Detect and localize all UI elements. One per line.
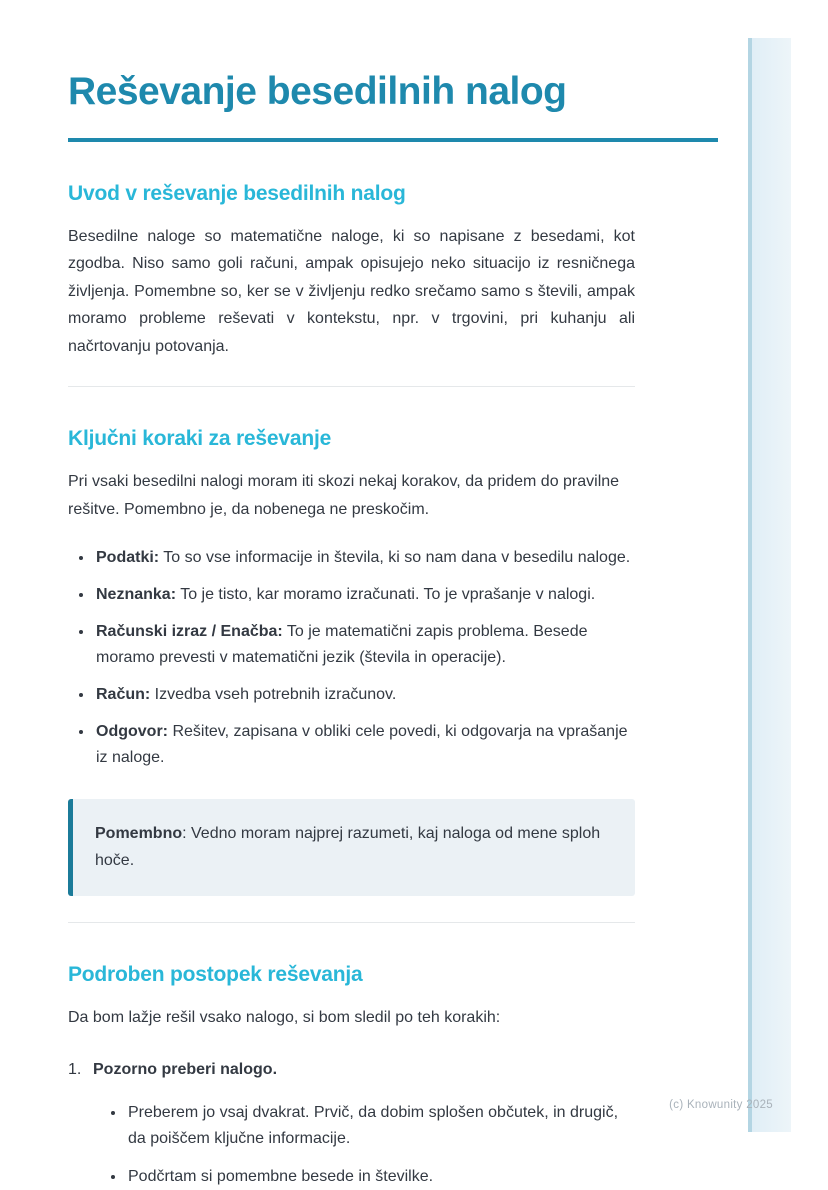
sub-list-item: • Preberem jo vsaj dvakrat. Prvič, da dobim splošen občutek, in drugič, da poiščem ključne informacije. (126, 1100, 635, 1152)
callout-term: Pomembno (95, 824, 183, 842)
numbered-step-marker: 1. (68, 1061, 82, 1079)
section-key-steps (68, 427, 635, 895)
page-title: Reševanje besedilnih nalog (68, 70, 567, 113)
list-item-neznanka (94, 582, 635, 608)
footer-copyright: (c) Knowunity 2025 (669, 1099, 773, 1111)
key-steps-paragraph: Pri vsaki besedilni nalogi moram iti skozi nekaj korakov, da pridem do pravilne rešitve. Pomembno je, da nobenega ne preskočim. (68, 473, 620, 518)
document-content (68, 0, 718, 1190)
section-intro (68, 182, 635, 361)
intro-paragraph: Besedilne naloge so matematične naloge, ki so napisane z besedami, kot zgodba. Niso samo goli računi, ampak opisujejo neko situacijo iz resničnega življenja. Pomembne so, ker se v življenju redko srečamo samo s števili, ampak moramo probleme reševati v kontekstu, npr. v trgovini, pri kuhanju ali načrtovanju potovanja. (68, 227, 635, 355)
list-item-term: Podatki: (96, 549, 160, 567)
sub-list-item: • Podčrtam si pomembne besede in številke. (126, 1164, 635, 1190)
section-divider-2 (68, 922, 635, 923)
callout-desc: : Vedno moram najprej razumeti, kaj naloga od mene sploh hoče. (95, 824, 601, 870)
title-underline-rule (68, 138, 718, 142)
list-item-term: Račun: (96, 686, 151, 704)
section-heading-key-steps: Ključni koraki za reševanje (68, 427, 332, 451)
important-callout (68, 799, 635, 896)
right-accent-stripe (748, 38, 791, 1132)
key-steps-list (68, 545, 635, 770)
list-item-term: Neznanka: (96, 586, 177, 604)
section-procedure (68, 963, 635, 1190)
numbered-step-1 (68, 1057, 635, 1083)
numbered-step-sublist (100, 1100, 635, 1190)
list-item-podatki (94, 545, 635, 571)
procedure-paragraph: Da bom lažje rešil vsako nalogo, si bom sledil po teh korakih: (68, 1008, 501, 1026)
list-item-desc: Izvedba vseh potrebnih izračunov. (150, 686, 397, 704)
list-item-desc: To je tisto, kar moramo izračunati. To je vprašanje v nalogi. (176, 586, 596, 604)
list-item-racun (94, 682, 635, 708)
list-item-desc: To je matematični zapis problema. Besede moramo prevesti v matematični jezik (števila in operacije). (96, 623, 588, 667)
list-item-desc: Rešitev, zapisana v obliki cele povedi, ki odgovarja na vprašanje iz naloge. (96, 722, 628, 766)
callout-text (95, 820, 609, 875)
list-item-term: Odgovor: (96, 722, 168, 740)
section-heading-procedure: Podroben postopek reševanja (68, 962, 363, 986)
list-item-odgovor (94, 719, 635, 771)
numbered-step-title: Pozorno preberi nalogo. (93, 1061, 278, 1079)
section-divider-1 (68, 386, 635, 387)
section-heading-intro: Uvod v reševanje besedilnih nalog (68, 181, 406, 205)
list-item-term: Računski izraz / Enačba: (96, 623, 283, 641)
list-item-desc: To so vse informacije in števila, ki so nam dana v besedilu naloge. (159, 549, 631, 567)
list-item-racunski-izraz (94, 619, 635, 671)
